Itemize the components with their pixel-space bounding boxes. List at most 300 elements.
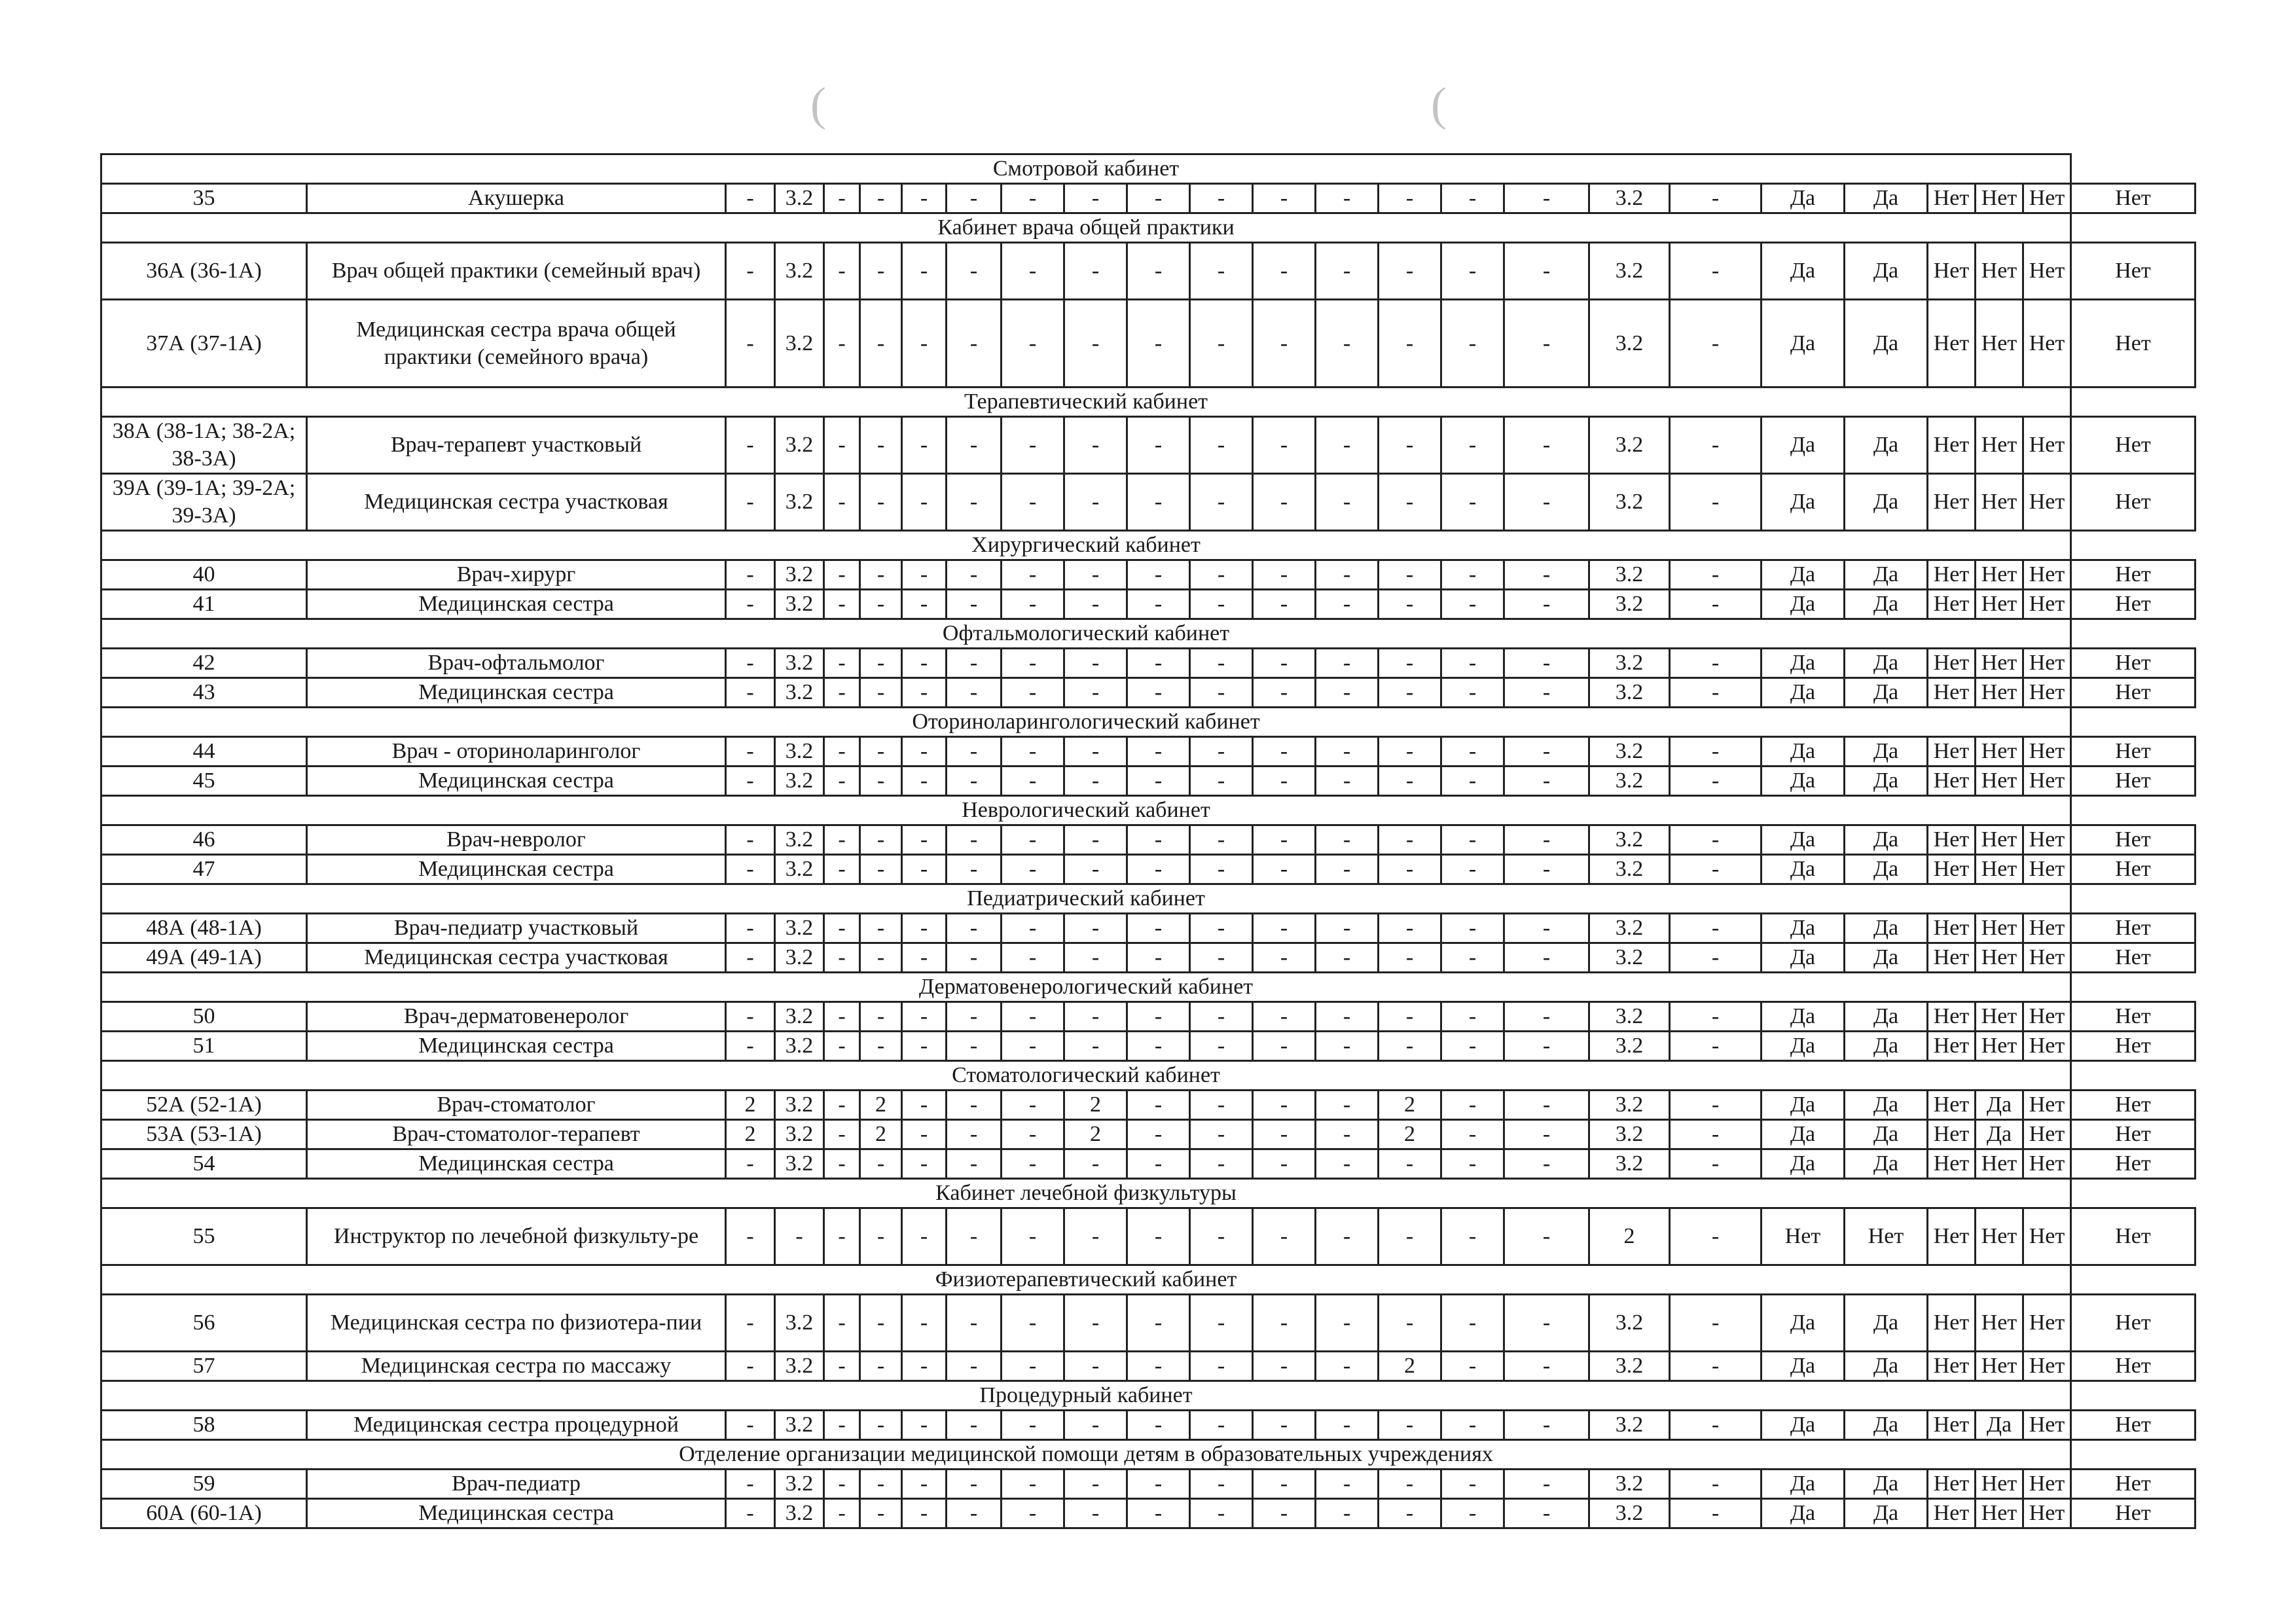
value-cell: - <box>860 767 902 796</box>
row-number-cell: 49А (49-1А) <box>101 943 307 973</box>
value-cell: Да <box>1762 1149 1845 1179</box>
table-row <box>101 560 2196 590</box>
value-cell: - <box>1441 825 1504 855</box>
value-cell: Нет <box>2023 1470 2071 1499</box>
section-title: Процедурный кабинет <box>101 1381 2071 1411</box>
value-cell: Да <box>1762 855 1845 884</box>
value-cell: Нет <box>1928 1352 1976 1381</box>
value-cell: Нет <box>1976 1295 2023 1352</box>
value-cell: - <box>1002 1499 1064 1528</box>
value-cell: - <box>1064 1470 1127 1499</box>
value-cell: - <box>1504 767 1589 796</box>
table-row <box>101 1352 2196 1381</box>
value-cell: - <box>1379 678 1441 708</box>
value-cell: Да <box>1845 678 1928 708</box>
value-cell: - <box>1504 243 1589 300</box>
value-cell: - <box>1064 300 1127 388</box>
value-cell: - <box>1441 243 1504 300</box>
value-cell: - <box>1379 1032 1441 1061</box>
value-cell: - <box>1002 474 1064 531</box>
value-cell: - <box>824 1208 860 1265</box>
scan-mark-left: ( <box>810 78 826 130</box>
value-cell: - <box>1064 914 1127 943</box>
section-title: Кабинет лечебной физкультуры <box>101 1179 2071 1208</box>
value-cell: Нет <box>2071 1032 2196 1061</box>
table-row <box>101 1091 2196 1120</box>
value-cell: - <box>860 243 902 300</box>
value-cell: 3.2 <box>1589 855 1670 884</box>
value-cell: 2 <box>1379 1091 1441 1120</box>
value-cell: - <box>1316 1032 1379 1061</box>
value-cell: - <box>947 243 1002 300</box>
value-cell: - <box>1002 1411 1064 1440</box>
value-cell: Нет <box>2023 767 2071 796</box>
position-name-cell: Медицинская сестра врача общей практики (семейного врача) <box>307 300 726 388</box>
section-title: Педиатрический кабинет <box>101 884 2071 914</box>
position-name-cell: Медицинская сестра <box>307 590 726 619</box>
table-row <box>101 943 2196 973</box>
value-cell: Нет <box>1976 649 2023 678</box>
value-cell: - <box>1441 300 1504 388</box>
value-cell: Да <box>1845 943 1928 973</box>
value-cell: 2 <box>1379 1352 1441 1381</box>
value-cell: - <box>1064 560 1127 590</box>
value-cell: Нет <box>2071 474 2196 531</box>
table-row <box>101 737 2196 767</box>
value-cell: Да <box>1845 1295 1928 1352</box>
value-cell: - <box>1002 300 1064 388</box>
value-cell: - <box>1379 1149 1441 1179</box>
value-cell: 3.2 <box>775 825 824 855</box>
value-cell: Нет <box>2023 943 2071 973</box>
value-cell: 3.2 <box>1589 678 1670 708</box>
value-cell: - <box>1253 1411 1316 1440</box>
value-cell: Да <box>1845 1120 1928 1149</box>
value-cell: Да <box>1845 300 1928 388</box>
value-cell: 3.2 <box>775 1352 824 1381</box>
row-number-cell: 51 <box>101 1032 307 1061</box>
row-number-cell: 46 <box>101 825 307 855</box>
value-cell: - <box>902 1470 947 1499</box>
value-cell: Нет <box>2071 649 2196 678</box>
value-cell: - <box>1316 1499 1379 1528</box>
value-cell: - <box>1670 590 1762 619</box>
value-cell: Да <box>1845 914 1928 943</box>
value-cell: - <box>1253 737 1316 767</box>
value-cell: - <box>1002 560 1064 590</box>
value-cell: - <box>947 184 1002 213</box>
value-cell: Нет <box>1976 1470 2023 1499</box>
value-cell: 2 <box>1589 1208 1670 1265</box>
row-number-cell: 55 <box>101 1208 307 1265</box>
table-row <box>101 825 2196 855</box>
value-cell: - <box>1670 649 1762 678</box>
value-cell: 3.2 <box>775 678 824 708</box>
value-cell: - <box>1504 914 1589 943</box>
value-cell: - <box>1190 590 1253 619</box>
value-cell: - <box>1253 474 1316 531</box>
value-cell: - <box>1441 855 1504 884</box>
section-header-row <box>101 884 2196 914</box>
value-cell: Нет <box>2071 1470 2196 1499</box>
value-cell: - <box>1064 1208 1127 1265</box>
value-cell: - <box>1379 1411 1441 1440</box>
value-cell: - <box>726 560 775 590</box>
value-cell: - <box>726 1002 775 1032</box>
value-cell: Нет <box>1928 300 1976 388</box>
value-cell: 3.2 <box>775 649 824 678</box>
position-name-cell: Врач-стоматолог-терапевт <box>307 1120 726 1149</box>
value-cell: - <box>902 943 947 973</box>
value-cell: Нет <box>1928 474 1976 531</box>
value-cell: - <box>1316 855 1379 884</box>
value-cell: Нет <box>1976 855 2023 884</box>
value-cell: Нет <box>2071 855 2196 884</box>
value-cell: Нет <box>1976 417 2023 474</box>
position-name-cell: Врач-терапевт участковый <box>307 417 726 474</box>
value-cell: - <box>1504 737 1589 767</box>
value-cell: 3.2 <box>775 474 824 531</box>
value-cell: - <box>1127 825 1190 855</box>
value-cell: Да <box>1845 737 1928 767</box>
position-name-cell: Медицинская сестра <box>307 855 726 884</box>
value-cell: - <box>1670 678 1762 708</box>
table-row <box>101 767 2196 796</box>
value-cell: Нет <box>2071 1499 2196 1528</box>
value-cell: Нет <box>1976 1499 2023 1528</box>
position-name-cell: Медицинская сестра <box>307 1149 726 1179</box>
value-cell: - <box>1002 767 1064 796</box>
table-row <box>101 590 2196 619</box>
value-cell: Да <box>1762 184 1845 213</box>
value-cell: - <box>1670 1032 1762 1061</box>
row-number-cell: 58 <box>101 1411 307 1440</box>
section-title: Отделение организации медицинской помощи детям в образовательных учреждениях <box>101 1440 2071 1470</box>
value-cell: Нет <box>1928 914 1976 943</box>
value-cell: - <box>1316 1295 1379 1352</box>
value-cell: Нет <box>2071 1002 2196 1032</box>
value-cell: - <box>902 1032 947 1061</box>
row-number-cell: 45 <box>101 767 307 796</box>
value-cell: - <box>1190 300 1253 388</box>
value-cell: - <box>1253 243 1316 300</box>
value-cell: - <box>1379 1499 1441 1528</box>
value-cell: Нет <box>2023 1149 2071 1179</box>
value-cell: - <box>1441 1032 1504 1061</box>
value-cell: - <box>947 825 1002 855</box>
value-cell: 2 <box>860 1091 902 1120</box>
value-cell: Да <box>1845 855 1928 884</box>
value-cell: 3.2 <box>1589 417 1670 474</box>
value-cell: - <box>1002 1470 1064 1499</box>
value-cell: Нет <box>1976 825 2023 855</box>
value-cell: Нет <box>1976 914 2023 943</box>
value-cell: - <box>1670 560 1762 590</box>
value-cell: - <box>1190 1470 1253 1499</box>
position-name-cell: Медицинская сестра <box>307 767 726 796</box>
row-number-cell: 44 <box>101 737 307 767</box>
value-cell: - <box>860 300 902 388</box>
row-number-cell: 42 <box>101 649 307 678</box>
value-cell: - <box>1670 1208 1762 1265</box>
value-cell: Нет <box>2071 914 2196 943</box>
value-cell: 3.2 <box>775 855 824 884</box>
section-header-row <box>101 1265 2196 1295</box>
value-cell: 3.2 <box>775 1091 824 1120</box>
value-cell: - <box>1379 417 1441 474</box>
value-cell: - <box>775 1208 824 1265</box>
value-cell: - <box>902 914 947 943</box>
value-cell: Нет <box>2023 474 2071 531</box>
value-cell: - <box>947 737 1002 767</box>
value-cell: Нет <box>1845 1208 1928 1265</box>
value-cell: - <box>1504 1411 1589 1440</box>
value-cell: - <box>1190 560 1253 590</box>
value-cell: - <box>824 914 860 943</box>
value-cell: - <box>1127 300 1190 388</box>
row-number-cell: 53А (53-1А) <box>101 1120 307 1149</box>
value-cell: Нет <box>1928 1499 1976 1528</box>
value-cell: Нет <box>2023 678 2071 708</box>
value-cell: - <box>1190 737 1253 767</box>
value-cell: 2 <box>1379 1120 1441 1149</box>
value-cell: - <box>1190 1032 1253 1061</box>
value-cell: - <box>824 300 860 388</box>
value-cell: - <box>1190 1149 1253 1179</box>
value-cell: - <box>1670 1091 1762 1120</box>
section-header-row <box>101 531 2196 560</box>
value-cell: - <box>726 243 775 300</box>
value-cell: 3.2 <box>1589 1295 1670 1352</box>
value-cell: - <box>726 1470 775 1499</box>
value-cell: - <box>947 943 1002 973</box>
value-cell: - <box>1379 1470 1441 1499</box>
value-cell: Да <box>1845 1149 1928 1179</box>
value-cell: Нет <box>1928 1470 1976 1499</box>
value-cell: - <box>1002 590 1064 619</box>
value-cell: - <box>1127 1149 1190 1179</box>
value-cell: - <box>1379 243 1441 300</box>
table-row <box>101 1208 2196 1265</box>
value-cell: Нет <box>2071 560 2196 590</box>
position-name-cell: Врач-педиатр <box>307 1470 726 1499</box>
value-cell: - <box>1379 474 1441 531</box>
value-cell: - <box>947 1295 1002 1352</box>
value-cell: 3.2 <box>1589 1032 1670 1061</box>
value-cell: - <box>1190 417 1253 474</box>
value-cell: - <box>902 1149 947 1179</box>
value-cell: Нет <box>2071 943 2196 973</box>
value-cell: Да <box>1762 474 1845 531</box>
value-cell: - <box>902 678 947 708</box>
table-row <box>101 300 2196 388</box>
value-cell: - <box>1127 1032 1190 1061</box>
value-cell: - <box>1127 560 1190 590</box>
value-cell: - <box>947 767 1002 796</box>
value-cell: - <box>947 300 1002 388</box>
value-cell: Нет <box>1976 678 2023 708</box>
value-cell: - <box>1253 1032 1316 1061</box>
value-cell: 3.2 <box>775 1032 824 1061</box>
value-cell: - <box>726 767 775 796</box>
value-cell: 2 <box>1064 1120 1127 1149</box>
value-cell: Да <box>1762 1295 1845 1352</box>
value-cell: Нет <box>1928 825 1976 855</box>
value-cell: - <box>1127 914 1190 943</box>
value-cell: - <box>726 678 775 708</box>
value-cell: - <box>726 737 775 767</box>
value-cell: Нет <box>2071 1120 2196 1149</box>
value-cell: Нет <box>2071 417 2196 474</box>
position-name-cell: Врач-хирург <box>307 560 726 590</box>
row-number-cell: 36А (36-1А) <box>101 243 307 300</box>
value-cell: 3.2 <box>1589 1352 1670 1381</box>
value-cell: Нет <box>1976 1208 2023 1265</box>
value-cell: - <box>1441 1411 1504 1440</box>
value-cell: Нет <box>2071 825 2196 855</box>
section-header-row <box>101 154 2196 184</box>
value-cell: - <box>1670 243 1762 300</box>
value-cell: Да <box>1762 243 1845 300</box>
value-cell: Да <box>1762 825 1845 855</box>
value-cell: 3.2 <box>1589 590 1670 619</box>
value-cell: - <box>726 1411 775 1440</box>
value-cell: - <box>1064 184 1127 213</box>
value-cell: Да <box>1845 560 1928 590</box>
value-cell: - <box>860 1352 902 1381</box>
value-cell: - <box>902 560 947 590</box>
position-name-cell: Акушерка <box>307 184 726 213</box>
value-cell: - <box>1064 767 1127 796</box>
value-cell: - <box>726 1032 775 1061</box>
value-cell: Да <box>1762 1470 1845 1499</box>
value-cell: - <box>1127 1499 1190 1528</box>
value-cell: - <box>726 1352 775 1381</box>
value-cell: - <box>824 943 860 973</box>
value-cell: - <box>1504 1470 1589 1499</box>
value-cell: 3.2 <box>775 1499 824 1528</box>
value-cell: - <box>902 1120 947 1149</box>
value-cell: Да <box>1762 1411 1845 1440</box>
value-cell: - <box>1190 1295 1253 1352</box>
table-row <box>101 243 2196 300</box>
value-cell: - <box>824 417 860 474</box>
value-cell: - <box>1504 1032 1589 1061</box>
value-cell: - <box>1316 590 1379 619</box>
value-cell: - <box>1379 767 1441 796</box>
value-cell: - <box>824 855 860 884</box>
value-cell: - <box>1127 678 1190 708</box>
value-cell: - <box>1504 1002 1589 1032</box>
value-cell: Нет <box>1928 1411 1976 1440</box>
value-cell: - <box>1441 474 1504 531</box>
value-cell: Нет <box>1928 184 1976 213</box>
position-name-cell: Врач-невролог <box>307 825 726 855</box>
value-cell: - <box>947 1411 1002 1440</box>
value-cell: - <box>902 1411 947 1440</box>
value-cell: Нет <box>1976 184 2023 213</box>
value-cell: - <box>1670 767 1762 796</box>
value-cell: Да <box>1762 590 1845 619</box>
value-cell: - <box>1253 678 1316 708</box>
value-cell: - <box>1190 243 1253 300</box>
value-cell: - <box>1253 1208 1316 1265</box>
value-cell: - <box>1002 243 1064 300</box>
value-cell: Да <box>1762 1499 1845 1528</box>
value-cell: Нет <box>2023 914 2071 943</box>
value-cell: Нет <box>1976 300 2023 388</box>
value-cell: - <box>1504 649 1589 678</box>
position-name-cell: Медицинская сестра <box>307 678 726 708</box>
value-cell: - <box>1002 855 1064 884</box>
value-cell: - <box>1064 474 1127 531</box>
value-cell: - <box>947 1091 1002 1120</box>
value-cell: - <box>1253 184 1316 213</box>
value-cell: 3.2 <box>1589 914 1670 943</box>
value-cell: - <box>824 474 860 531</box>
value-cell: 3.2 <box>1589 560 1670 590</box>
value-cell: Да <box>1845 243 1928 300</box>
section-title: Неврологический кабинет <box>101 796 2071 825</box>
value-cell: - <box>824 649 860 678</box>
value-cell: - <box>1379 560 1441 590</box>
value-cell: Нет <box>1762 1208 1845 1265</box>
value-cell: Нет <box>2023 243 2071 300</box>
value-cell: - <box>726 1208 775 1265</box>
value-cell: - <box>1253 1091 1316 1120</box>
position-name-cell: Медицинская сестра процедурной <box>307 1411 726 1440</box>
section-title: Дерматовенерологический кабинет <box>101 973 2071 1002</box>
value-cell: Нет <box>1976 1032 2023 1061</box>
value-cell: - <box>1253 825 1316 855</box>
value-cell: - <box>1253 1120 1316 1149</box>
value-cell: - <box>1316 1208 1379 1265</box>
value-cell: - <box>860 678 902 708</box>
value-cell: - <box>1670 1352 1762 1381</box>
value-cell: Нет <box>2071 1091 2196 1120</box>
value-cell: Нет <box>2023 1295 2071 1352</box>
value-cell: - <box>1127 184 1190 213</box>
section-header-row <box>101 388 2196 417</box>
value-cell: Нет <box>2071 590 2196 619</box>
value-cell: - <box>1316 243 1379 300</box>
value-cell: - <box>902 1002 947 1032</box>
value-cell: Да <box>1976 1091 2023 1120</box>
value-cell: Нет <box>1928 767 1976 796</box>
value-cell: - <box>860 855 902 884</box>
value-cell: - <box>1253 590 1316 619</box>
value-cell: 3.2 <box>775 560 824 590</box>
row-number-cell: 39А (39-1А; 39-2А; 39-3А) <box>101 474 307 531</box>
value-cell: - <box>1316 300 1379 388</box>
value-cell: Нет <box>1976 474 2023 531</box>
value-cell: - <box>1379 914 1441 943</box>
value-cell: - <box>1379 943 1441 973</box>
value-cell: - <box>1504 1499 1589 1528</box>
value-cell: Нет <box>2071 678 2196 708</box>
value-cell: - <box>947 1470 1002 1499</box>
value-cell: - <box>1504 943 1589 973</box>
value-cell: Да <box>1845 825 1928 855</box>
value-cell: - <box>824 1032 860 1061</box>
position-name-cell: Медицинская сестра <box>307 1499 726 1528</box>
value-cell: Нет <box>1928 1120 1976 1149</box>
value-cell: Да <box>1845 1470 1928 1499</box>
value-cell: - <box>860 474 902 531</box>
value-cell: - <box>1504 1091 1589 1120</box>
value-cell: 3.2 <box>775 184 824 213</box>
value-cell: Нет <box>2071 737 2196 767</box>
